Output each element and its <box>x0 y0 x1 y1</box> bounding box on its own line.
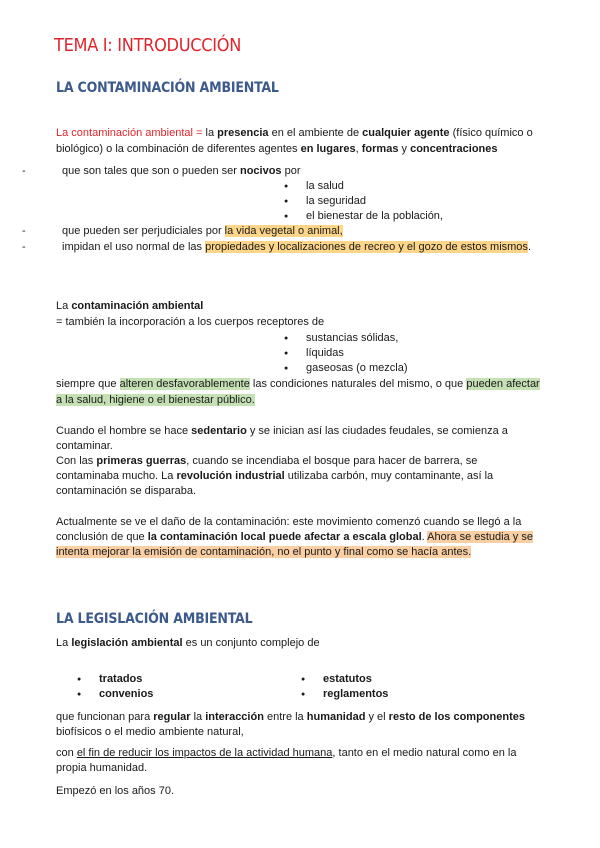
text: las condiciones naturales del mismo, o que <box>252 378 464 390</box>
paragraph-line <box>56 636 320 651</box>
text: impidan el uso normal de las <box>62 241 203 253</box>
paragraph-line: biofísicos o el medio ambiente natural, <box>56 726 244 738</box>
paragraph-line <box>56 393 255 408</box>
highlight: la vida vegetal o animal, <box>224 225 343 237</box>
text: y <box>401 143 408 155</box>
bold-text: sedentario <box>191 425 247 437</box>
paragraph-line: = también la incorporación a los cuerpos receptores de <box>56 316 325 328</box>
definition-term: La contaminación ambiental <box>56 127 193 139</box>
bullet-item: ● sustancias sólidas, <box>306 331 398 346</box>
text: entre la <box>266 711 304 723</box>
text: siempre que <box>56 378 117 390</box>
text: biológico) o la combinación de diferentes agentes <box>56 143 298 155</box>
bullet-item: ● tratados <box>99 672 142 687</box>
bold-text: resto de los componentes <box>388 711 525 723</box>
highlight: alteren desfavorablemente <box>119 378 250 390</box>
text: Con las <box>56 455 94 467</box>
highlight: pueden afectar <box>466 378 540 390</box>
text: (físico químico o <box>452 127 533 139</box>
bold-text: presencia <box>217 127 269 139</box>
page-title: TEMA I: INTRODUCCIÓN <box>54 35 242 56</box>
bullet-item: ● líquidas <box>306 346 344 361</box>
paragraph-line <box>56 299 203 314</box>
text: y se inician así las ciudades feudales, se comienza a <box>249 425 508 437</box>
definition-line-2 <box>56 142 498 157</box>
text: La <box>56 300 69 312</box>
equals-sign: = <box>196 127 203 139</box>
text: la <box>193 711 203 723</box>
text: en el ambiente de <box>271 127 360 139</box>
bullet-item: ● reglamentos <box>323 687 388 702</box>
text: que funcionan para <box>56 711 151 723</box>
paragraph-line: propia humanidad. <box>56 762 148 774</box>
paragraph-line: contaminar. <box>56 440 113 452</box>
bold-text: humanidad <box>306 711 366 723</box>
bullet-item: ● convenios <box>99 687 153 702</box>
bold-text: en lugares <box>300 143 356 155</box>
paragraph-line <box>56 424 508 439</box>
paragraph-line: contaminación se disparaba. <box>56 485 197 497</box>
bold-text: interacción <box>205 711 264 723</box>
bold-text: formas <box>361 143 399 155</box>
bullet-item: ● el bienestar de la población, <box>306 209 443 224</box>
highlight: Ahora se estudia y se <box>427 531 533 543</box>
bold-text: revolución industrial <box>176 470 285 482</box>
definition-line-1 <box>56 126 533 141</box>
dash-item <box>62 240 531 255</box>
paragraph-line: Actualmente se ve el daño de la contaminación: este movimiento comenzó cuando se llegó a la <box>56 516 522 528</box>
text: utilizaba carbón, muy contaminante, así la <box>287 470 494 482</box>
text: la <box>205 127 215 139</box>
text: con <box>56 747 74 759</box>
text: La <box>56 637 69 649</box>
text: , <box>355 143 359 155</box>
paragraph-line <box>56 545 471 560</box>
text: , tanto en el medio natural como en la <box>332 747 517 759</box>
text: , cuando se incendiaba el bosque para hacer de barrera, se <box>186 455 478 467</box>
paragraph-line <box>56 377 540 392</box>
paragraph-line <box>56 746 516 761</box>
bold-text: la contaminación local puede afectar a escala global <box>147 531 422 543</box>
bullet-item: ● la salud <box>306 179 344 194</box>
text: contaminaba mucho. La <box>56 470 174 482</box>
section-heading-legislacion: LA LEGISLACIÓN AMBIENTAL <box>56 611 253 627</box>
bold-text: cualquier agente <box>362 127 450 139</box>
text: que son tales que son o pueden ser <box>62 165 237 177</box>
text: y el <box>368 711 386 723</box>
text: . <box>421 531 425 543</box>
bullet-item: ● gaseosas (o mezcla) <box>306 361 408 376</box>
bullet-item: ● la seguridad <box>306 194 366 209</box>
text: que pueden ser perjudiciales por <box>62 225 222 237</box>
bold-text: concentraciones <box>410 143 498 155</box>
text: por <box>284 165 301 177</box>
dash-item <box>62 224 343 239</box>
paragraph-line <box>56 710 525 725</box>
highlight: intenta mejorar la emisión de contaminación, no el punto y final como se hacía antes. <box>56 546 472 558</box>
bold-text: primeras guerras <box>96 455 187 467</box>
text: es un conjunto complejo de <box>185 637 320 649</box>
bold-text: nocivos <box>239 165 282 177</box>
text: Cuando el hombre se hace <box>56 425 189 437</box>
highlight: propiedades y localizaciones de recreo y el gozo de estos mismos <box>205 241 528 253</box>
paragraph-line <box>56 454 477 469</box>
bullet-item: ● estatutos <box>323 672 372 687</box>
dash-item <box>62 164 301 179</box>
bold-text: regular <box>153 711 191 723</box>
text: . <box>527 241 531 253</box>
bold-text: contaminación ambiental <box>71 300 204 312</box>
paragraph-line <box>56 530 533 545</box>
text: conclusión de que <box>56 531 145 543</box>
bold-text: legislación ambiental <box>71 637 183 649</box>
paragraph-line: Empezó en los años 70. <box>56 785 175 797</box>
underlined-text: el fin de reducir los impactos de la actividad humana <box>76 747 333 759</box>
section-heading-contaminacion: LA CONTAMINACIÓN AMBIENTAL <box>56 80 279 96</box>
highlight: a la salud, higiene o el bienestar público. <box>56 394 255 406</box>
paragraph-line <box>56 469 493 484</box>
